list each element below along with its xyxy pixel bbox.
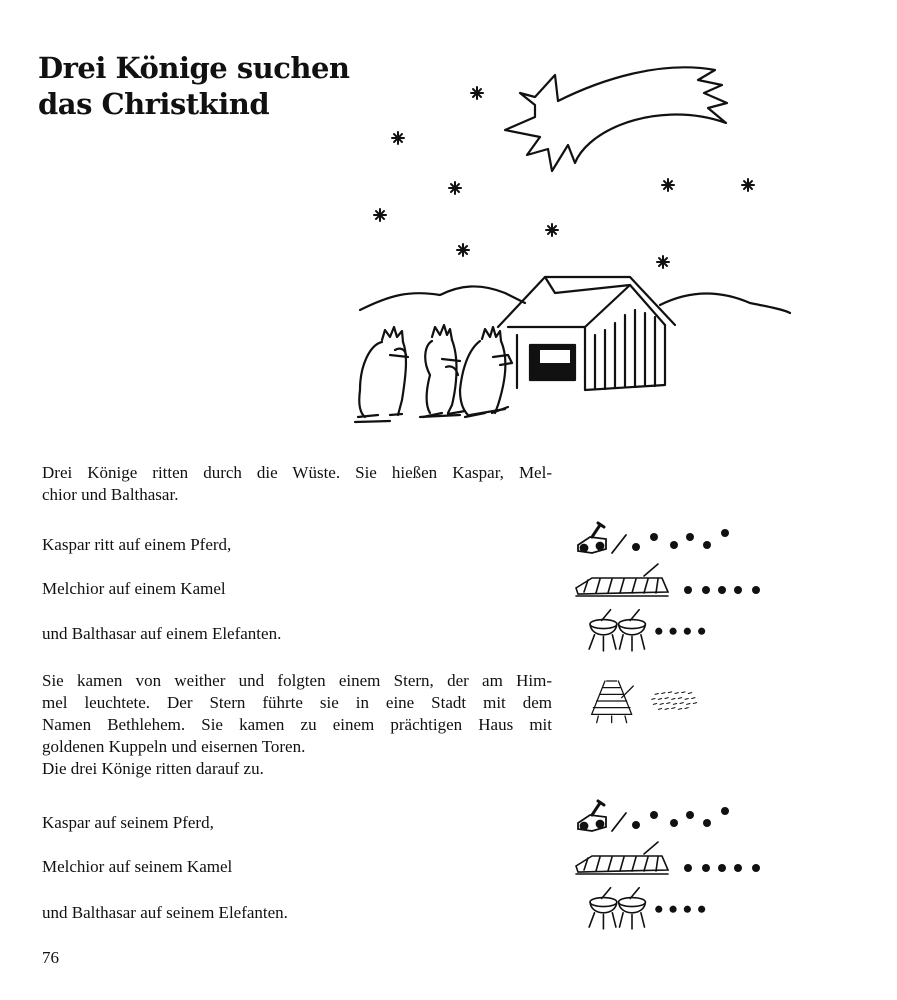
timpani-icon	[572, 608, 792, 658]
middle-line-5: Die drei Könige ritten darauf zu.	[42, 759, 264, 778]
title-line-1: Drei Könige suchen	[38, 51, 350, 85]
xylophone-icon	[572, 838, 792, 888]
middle-paragraph	[42, 670, 552, 780]
verse2-line-balthasar: und Balthasar auf seinem Elefanten.	[42, 903, 288, 922]
verse1-line-kaspar: Kaspar ritt auf einem Pferd,	[42, 535, 232, 554]
xylophone-icon	[572, 560, 792, 610]
intro-line-1: Drei Könige ritten durch die Wüste. Sie hießen Kaspar, Mel-	[42, 463, 552, 482]
stable-icon	[498, 277, 675, 390]
page-title	[38, 50, 350, 122]
woodblock-icon	[570, 515, 790, 565]
title-line-2: das Christkind	[38, 87, 270, 121]
verse2-line-kaspar: Kaspar auf seinem Pferd,	[42, 813, 214, 832]
three-kings-icon	[355, 325, 512, 422]
verse1-line-melchior: Melchior auf einem Kamel	[42, 579, 226, 598]
middle-line-3: Namen Bethlehem. Sie kamen zu einem prächtigen Haus mit	[42, 715, 552, 734]
glockenspiel-icon	[570, 676, 790, 726]
nativity-illustration	[330, 45, 800, 435]
middle-line-4: goldenen Kuppeln und eisernen Toren.	[42, 737, 306, 756]
middle-line-1: Sie kamen von weither und folgten einem Stern, der am Him-	[42, 671, 552, 690]
page-number: 76	[42, 948, 59, 967]
intro-line-2: chior und Balthasar.	[42, 485, 179, 504]
woodblock-icon	[570, 793, 790, 843]
timpani-icon	[572, 886, 792, 936]
stars-icon	[374, 87, 754, 268]
verse1-line-balthasar: und Balthasar auf einem Elefanten.	[42, 624, 282, 643]
middle-line-2: mel leuchtete. Der Stern führte sie in eine Stadt mit dem	[42, 693, 552, 712]
intro-paragraph	[42, 462, 552, 506]
shooting-star-icon	[505, 67, 727, 171]
verse2-line-melchior: Melchior auf seinem Kamel	[42, 857, 233, 876]
